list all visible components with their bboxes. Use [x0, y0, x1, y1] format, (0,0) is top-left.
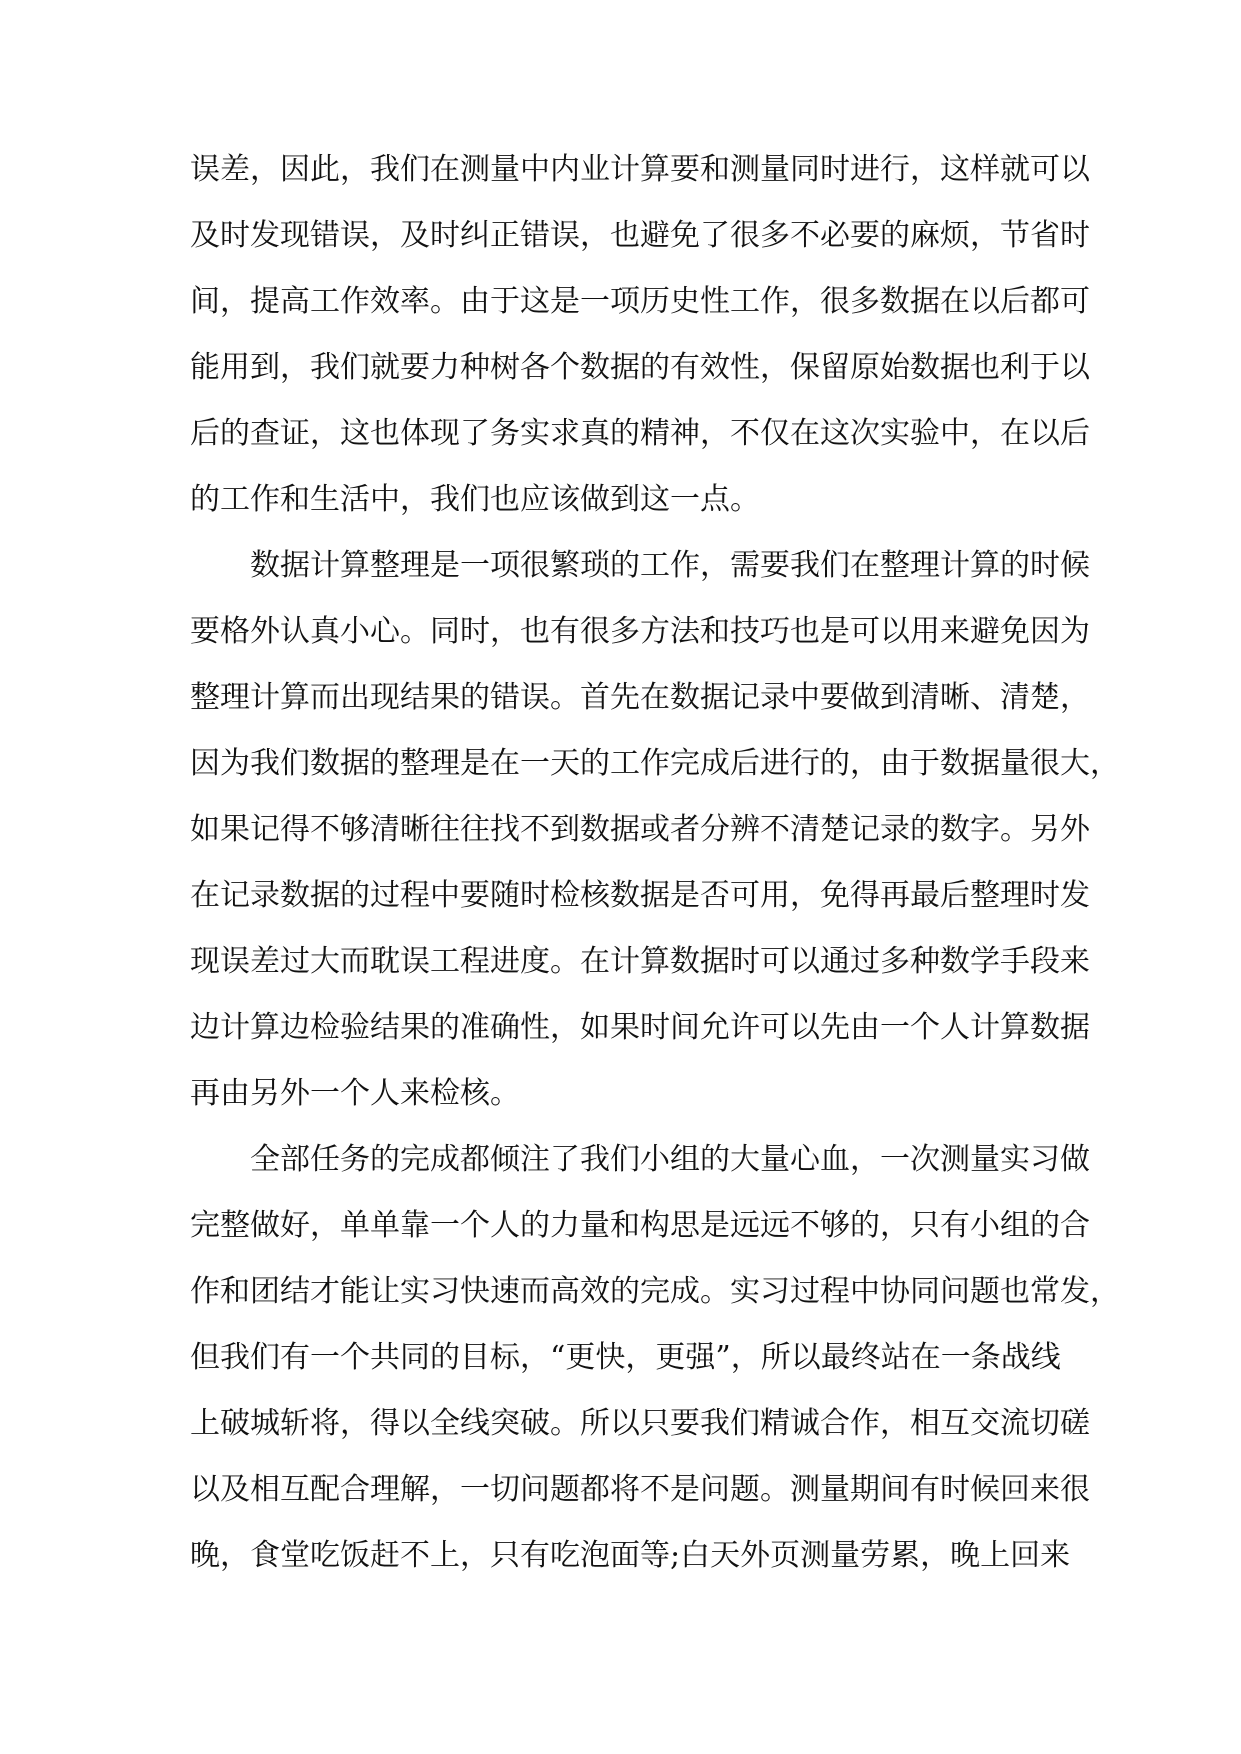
text-line: 晚 ， 食 堂 吃 饭 赶 不 上 ， 只 有 吃 泡 面 等 ; 白 天 外 页 测 量 劳 累 ， 晚 上 回 来 — [190, 1538, 1071, 1573]
text-line: 在 记 录 数 据 的 过 程 中 要 随 时 检 核 数 据 是 否 可 用 ， 免 得 再 最 后 整 理 时 发 — [190, 878, 1090, 913]
paragraph-1 — [190, 137, 1090, 533]
text-line: 间 ， 提 高 工 作 效 率 。 由 于 这 是 一 项 历 史 性 工 作 ， 很 多 数 据 在 以 后 都 可 — [190, 284, 1090, 319]
text-line: 后 的 查 证 ， 这 也 体 现 了 务 实 求 真 的 精 神 ， 不 仅 在 这 次 实 验 中 ， 在 以 后 — [190, 416, 1090, 451]
text-line: 作 和 团 结 才 能 让 实 习 快 速 而 高 效 的 完 成 。 实 习 过 程 中 协 同 问 题 也 常 发 ， — [190, 1274, 1120, 1309]
text-line: 整 理 计 算 而 出 现 结 果 的 错 误 。 首 先 在 数 据 记 录 中 要 做 到 清 晰 、 清 楚 ， — [190, 680, 1090, 715]
text-line: 上 破 城 斩 将 ， 得 以 全 线 突 破 。 所 以 只 要 我 们 精 诚 合 作 ， 相 互 交 流 切 磋 — [190, 1406, 1090, 1441]
paragraph-3 — [190, 1127, 1120, 1589]
text-line: 现 误 差 过 大 而 耽 误 工 程 进 度 。 在 计 算 数 据 时 可 以 通 过 多 种 数 学 手 段 来 — [190, 944, 1090, 979]
text-line: 因 为 我 们 数 据 的 整 理 是 在 一 天 的 工 作 完 成 后 进 行 的 ， 由 于 数 据 量 很 大 ， — [190, 746, 1120, 781]
text-line: 如 果 记 得 不 够 清 晰 往 往 找 不 到 数 据 或 者 分 辨 不 清 楚 记 录 的 数 字 。 另 外 — [190, 812, 1090, 847]
text-line: 能 用 到 ， 我 们 就 要 力 种 树 各 个 数 据 的 有 效 性 ， 保 留 原 始 数 据 也 利 于 以 — [190, 350, 1090, 385]
text-line: 及 时 发 现 错 误 ， 及 时 纠 正 错 误 ， 也 避 免 了 很 多 不 必 要 的 麻 烦 ， 节 省 时 — [190, 218, 1090, 253]
text-line: 全 部 任 务 的 完 成 都 倾 注 了 我 们 小 组 的 大 量 心 血 ， 一 次 测 量 实 习 做 — [250, 1142, 1090, 1177]
text-line: 边 计 算 边 检 验 结 果 的 准 确 性 ， 如 果 时 间 允 许 可 以 先 由 一 个 人 计 算 数 据 — [190, 1010, 1090, 1045]
text-line: 完 整 做 好 ， 单 单 靠 一 个 人 的 力 量 和 构 思 是 远 远 不 够 的 ， 只 有 小 组 的 合 — [190, 1208, 1090, 1243]
text-line: 但 我 们 有 一 个 共 同 的 目 标 ， “ 更 快 ， 更 强 ” ， 所 以 最 终 站 在 一 条 战 线 — [190, 1340, 1061, 1375]
text-line: 的 工 作 和 生 活 中 ， 我 们 也 应 该 做 到 这 一 点 。 — [190, 482, 760, 517]
text-line: 再 由 另 外 一 个 人 来 检 核 。 — [190, 1076, 520, 1111]
text-line: 要 格 外 认 真 小 心 。 同 时 ， 也 有 很 多 方 法 和 技 巧 也 是 可 以 用 来 避 免 因 为 — [190, 614, 1090, 649]
text-line: 以 及 相 互 配 合 理 解 ， 一 切 问 题 都 将 不 是 问 题 。 测 量 期 间 有 时 候 回 来 很 — [190, 1472, 1090, 1507]
text-line: 数 据 计 算 整 理 是 一 项 很 繁 琐 的 工 作 ， 需 要 我 们 在 整 理 计 算 的 时 候 — [250, 548, 1090, 583]
text-line: 误 差 ， 因 此 ， 我 们 在 测 量 中 内 业 计 算 要 和 测 量 同 时 进 行 ， 这 样 就 可 以 — [190, 152, 1090, 187]
paragraph-2 — [190, 533, 1120, 1127]
document-body — [190, 137, 1120, 1589]
